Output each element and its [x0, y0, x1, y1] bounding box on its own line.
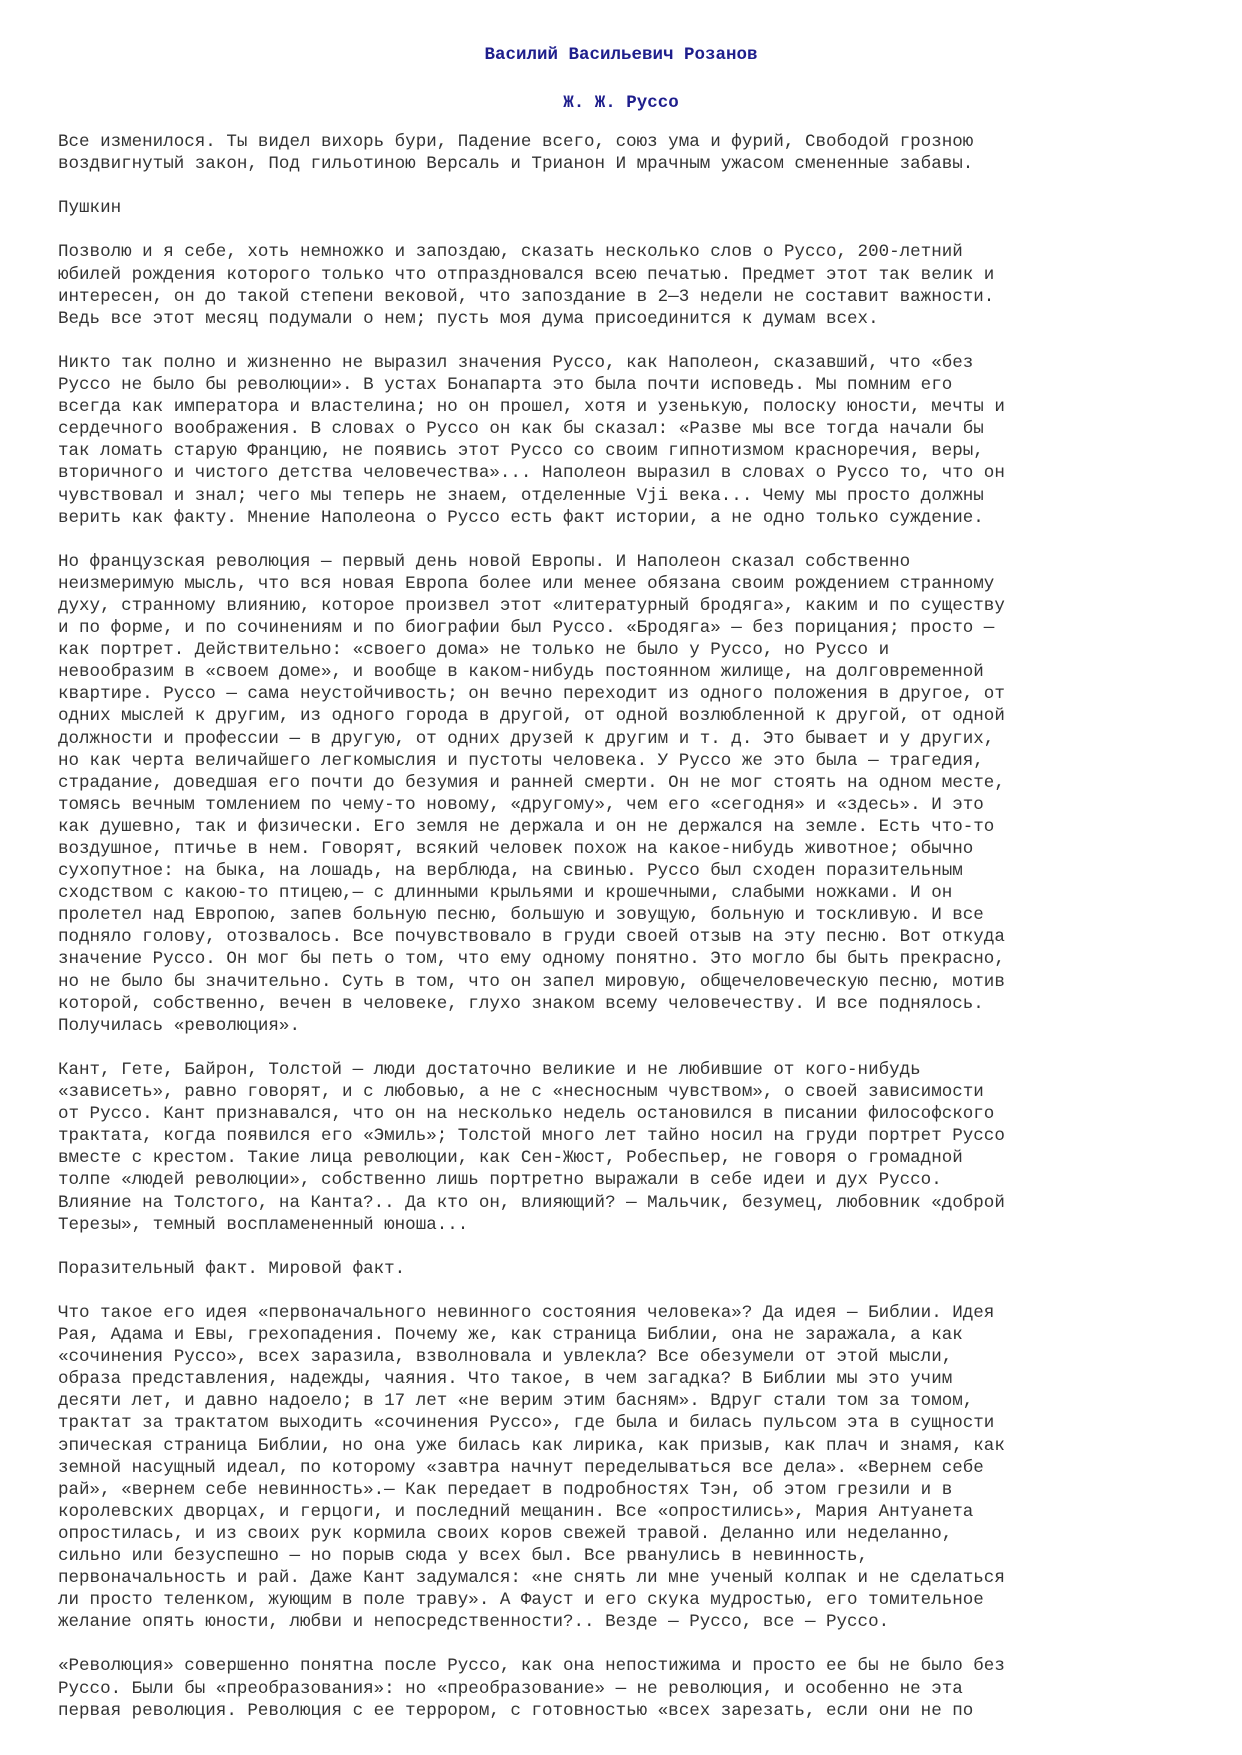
- text-line: и по форме, и по сочинениям и по биографии был Руссо. «Бродяга» — без порицания; просто —: [58, 618, 995, 639]
- text-line: Никто так полно и жизненно не выразил значения Руссо, как Наполеон, сказавший, что «без: [58, 352, 974, 373]
- text-line: сильно или безуспешно — но порыв сюда у всех был. Все рванулись в невинность,: [58, 1546, 869, 1566]
- paragraph: [58, 352, 1184, 529]
- text-line: королевских дворцах, и герцоги, и последний мещанин. Все «опростились», Мария Антуанета: [58, 1501, 974, 1522]
- text-line: Но французская революция — первый день новой Европы. И Наполеон сказал собственно: [58, 551, 911, 572]
- text-line: Поразительный факт. Мировой факт.: [58, 1258, 406, 1279]
- author-name: Василий Васильевич Розанов: [484, 45, 758, 65]
- text-line: вместе с крестом. Такие лица революции, как Сен-Жюст, Робеспьер, не говоря о громадной: [58, 1148, 963, 1169]
- text-line: десяти лет, и давно надоело; в 17 лет «не верим этим басням». Вдруг стали том за томом,: [58, 1391, 974, 1412]
- text-line: невообразим в «своем доме», и вообще в каком-нибудь постоянном жилище, на долговременной: [58, 662, 984, 683]
- text-line: значение Руссо. Он мог бы петь о том, что ему одному понятно. Это могло бы быть прекрасно,: [58, 949, 1005, 970]
- text-line: Ведь все этот месяц подумали о нем; пусть моя дума присоединится к думам всех.: [58, 308, 879, 329]
- text-line: толпе «людей революции», собственно лишь портретно выражали в себе идеи и дух Руссо.: [58, 1170, 942, 1191]
- text-line: Позволю и я себе, хоть немножко и запоздаю, сказать несколько слов о Руссо, 200-летний: [58, 242, 963, 263]
- text-line: воздвигнутый закон, Под гильотиною Версаль и Трианон И мрачным ужасом смененные забавы.: [58, 154, 974, 175]
- text-line: чувствовал и знал; чего мы теперь не знаем, отделенные Vji века... Чему мы просто должны: [58, 485, 984, 506]
- text-line: сердечного воображения. В словах о Руссо он как бы сказал: «Разве мы все тогда начали бы: [58, 419, 984, 440]
- text-line: от Руссо. Кант признавался, что он на несколько недель остановился в писании философского: [58, 1104, 995, 1125]
- text-line: первая революция. Революция с ее террором, с готовностью «всех зарезать, если они не по: [58, 1700, 974, 1721]
- text-line: вторичного и чистого детства человечества»... Наполеон выразил в словах о Руссо то, что он: [58, 463, 1005, 484]
- text-line: Рая, Адама и Евы, грехопадения. Почему же, как страница Библии, она не заражала, а как: [58, 1325, 963, 1346]
- text-line: квартире. Руссо — сама неустойчивость; он вечно переходит из одного положения в другое, от: [58, 684, 1005, 705]
- paragraph: [58, 1258, 1184, 1280]
- text-line: духу, странному влиянию, которое произвел этот «литературный бродяга», каким и по существу: [58, 595, 1005, 616]
- paragraph: [58, 241, 1184, 329]
- text-line: но как черта величайшего легкомыслия и пустоты человека. У Руссо же это была — трагедия,: [58, 750, 984, 771]
- text-line: Руссо не было бы революции». В устах Бонапарта это была почти исповедь. Мы помним его: [58, 375, 953, 396]
- text-line: одних мыслей к другим, из одного города в другой, от одной возлюбленной к другой, от одной: [58, 706, 1005, 727]
- text-line: должности и профессии — в другую, от одних друзей к другим и т. д. Это бывает и у других,: [58, 728, 995, 749]
- paragraph: [58, 551, 1184, 1037]
- text-line: сухопутное: на быка, на лошадь, на верблюда, на свинью. Руссо был сходен поразительным: [58, 861, 963, 882]
- text-line: трактата, когда появился его «Эмиль»; Толстой много лет тайно носил на груди портрет Руссо: [58, 1126, 1005, 1147]
- paragraph: [58, 1302, 1184, 1633]
- text-line: воздушное, птичье в нем. Говорят, всякий человек похож на какое-нибудь животное; обычно: [58, 839, 974, 859]
- text-line: «Революция» совершенно понятна после Руссо, как она непостижима и просто ее бы не было без: [58, 1656, 1005, 1677]
- text-line: опростилась, и из своих рук кормила своих коров свежей травой. Деланно или неделанно,: [58, 1523, 953, 1544]
- paragraph: [58, 1059, 1184, 1236]
- text-line: Терезы», темный воспламененный юноша...: [58, 1214, 469, 1235]
- text-line: страдание, доведшая его почти до безумия и ранней смерти. Он не мог стоять на одном месте,: [58, 772, 1005, 793]
- paragraph: [58, 197, 1184, 219]
- text-line: так ломать старую Францию, не появись этот Руссо со своим гипнотизмом красноречия, веры,: [58, 441, 984, 462]
- text-line: пролетел над Европою, запев больную песню, большую и зовущую, больную и тоскливую. И все: [58, 905, 984, 926]
- text-line: интересен, он до такой степени вековой, что запоздание в 2—3 недели не составит важности.: [58, 286, 995, 307]
- text-line: Влияние на Толстого, на Канта?.. Да кто он, влияющий? — Мальчик, безумец, любовник «доброй: [58, 1192, 1005, 1213]
- text-line: желание опять юности, любви и непосредственности?.. Везде — Руссо, все — Руссо.: [58, 1612, 890, 1633]
- text-line: юбилей рождения которого только что отпраздновался всею печатью. Предмет этот так велик и: [58, 264, 995, 285]
- text-line: всегда как императора и властелина; но он прошел, хотя и узенькую, полоску юности, мечты и: [58, 397, 1005, 418]
- text-line: подняло голову, отозвалось. Все почувствовало в груди своей отзыв на эту песню. Вот откуда: [58, 927, 1005, 948]
- text-line: трактат за трактатом выходить «сочинения Руссо», где была и билась пульсом эта в сущности: [58, 1413, 995, 1434]
- text-line: ли просто теленком, жующим в поле траву». А Фауст и его скука мудростью, его томительное: [58, 1590, 984, 1611]
- text-line: как портрет. Действительно: «своего дома» не только не было у Руссо, но Руссо и: [58, 640, 890, 661]
- text-line: Руссо. Были бы «преобразования»: но «преобразование» — не революция, и особенно не эта: [58, 1678, 963, 1699]
- text-line: рай», «вернем себе невинность».— Как передает в подробностях Тэн, об этом грезили и в: [58, 1479, 953, 1500]
- text-line: Получилась «революция».: [58, 1015, 300, 1036]
- text-line: как душевно, так и физически. Его земля не держала и он не держался на земле. Есть что-то: [58, 816, 995, 837]
- text-line: земной насущный идеал, по которому «завтра начнут переделываться все дела». «Вернем себе: [58, 1457, 984, 1478]
- text-line: «зависеть», равно говорят, и с любовью, а не с «несносным чувством», о своей зависимости: [58, 1082, 984, 1103]
- text-line: но не было бы значительно. Суть в том, что он запел мировую, общечеловеческую песню, мотив: [58, 971, 1005, 992]
- document-body: [58, 131, 1184, 1722]
- text-line: сходством с какою-то птицею,— с длинными крыльями и крошечными, слабыми ножками. И он: [58, 883, 953, 904]
- text-line: Пушкин: [58, 198, 122, 219]
- work-title: Ж. Ж. Руссо: [563, 93, 679, 113]
- text-line: неизмеримую мысль, что вся новая Европа более или менее обязана своим рождением странному: [58, 573, 995, 594]
- text-line: первоначальность и рай. Даже Кант задумался: «не снять ли мне ученый колпак и не сделаться: [58, 1568, 1005, 1589]
- text-line: эпическая страница Библии, но она уже билась как лирика, как призыв, как плач и знамя, как: [58, 1435, 1005, 1456]
- text-line: томясь вечным томлением по чему-то новому, «другому», чем его «сегодня» и «здесь». И это: [58, 794, 984, 815]
- text-line: «сочинения Руссо», всех заразила, взволновала и увлекла? Все обезумели от этой мысли,: [58, 1347, 953, 1368]
- text-line: Все изменилося. Ты видел вихорь бури, Падение всего, союз ума и фурий, Свободой грозною: [58, 132, 974, 152]
- text-line: Что такое его идея «первоначального невинного состояния человека»? Да идея — Библии. Идея: [58, 1302, 995, 1323]
- paragraph: [58, 131, 1184, 175]
- text-line: Кант, Гете, Байрон, Толстой — люди достаточно великие и не любившие от кого-нибудь: [58, 1059, 921, 1080]
- text-line: которой, собственно, вечен в человеке, глухо знаком всему человечеству. И все поднялось.: [58, 993, 984, 1014]
- paragraph: [58, 1655, 1184, 1721]
- text-line: образа представления, надежды, чаяния. Что такое, в чем загадка? В Библии мы это учим: [58, 1369, 953, 1390]
- text-line: верить как факту. Мнение Наполеона о Руссо есть факт истории, а не одно только суждение.: [58, 507, 984, 528]
